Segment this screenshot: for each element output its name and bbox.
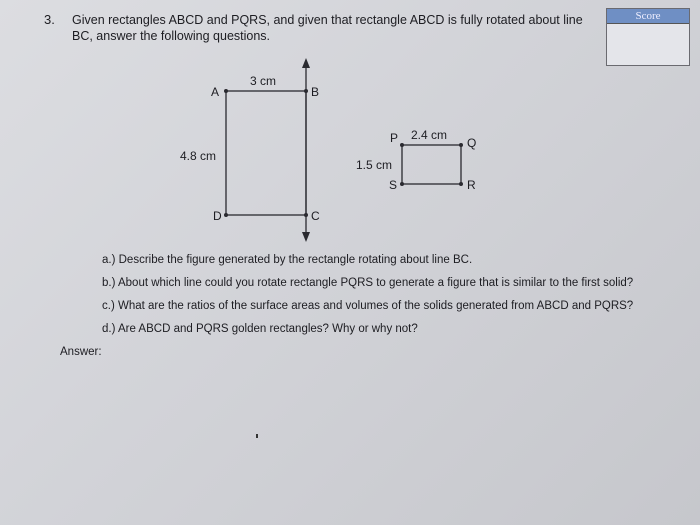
answer-label: Answer: [60,346,102,358]
vertex-a-dot [224,89,228,93]
vertex-p-label: P [390,131,399,145]
pqrs-height-label: 1.5 cm [356,158,393,172]
vertex-b-label: B [311,85,320,99]
sub-question-a: a.) Describe the figure generated by the rectangle rotating about line BC. [102,254,473,266]
vertex-q-dot [459,143,463,147]
score-label: Score [607,9,689,24]
vertex-c-label: C [311,209,320,223]
rectangle-pqrs [402,145,461,184]
axis-arrow-down-icon [302,232,310,242]
pqrs-width-label: 2.4 cm [411,128,448,142]
axis-arrow-up-icon [302,58,310,68]
sub-question-d: d.) Are ABCD and PQRS golden rectangles? Why or why not? [102,323,418,335]
vertex-s-label: S [389,178,398,192]
abcd-width-label: 3 cm [250,74,277,88]
stray-mark [256,434,258,438]
rectangle-abcd [226,91,306,215]
sub-question-b: b.) About which line could you rotate rectangle PQRS to generate a figure that is similar to the first solid? [102,277,634,289]
vertex-d-dot [224,213,228,217]
vertex-c-dot [304,213,308,217]
vertex-s-dot [400,182,404,186]
vertex-d-label: D [213,209,222,223]
vertex-r-dot [459,182,463,186]
sub-question-c: c.) What are the ratios of the surface areas and volumes of the solids generated from ABCD and PQRS? [102,300,634,312]
vertex-b-dot [304,89,308,93]
vertex-p-dot [400,143,404,147]
vertex-a-label: A [211,85,220,99]
question-text: Given rectangles ABCD and PQRS, and given that rectangle ABCD is fully rotated about line BC, answer the following questions. [72,13,583,43]
vertex-r-label: R [467,178,476,192]
vertex-q-label: Q [467,136,477,150]
abcd-height-label: 4.8 cm [180,149,217,163]
question-number: 3. [44,12,55,27]
answer-area[interactable] [60,362,680,512]
